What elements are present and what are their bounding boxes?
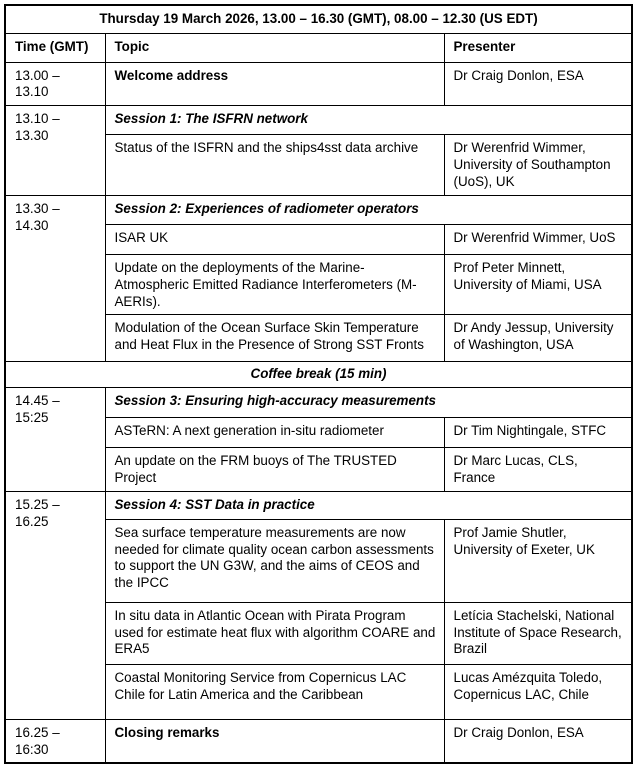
welcome-time-cell: 13.00 – 13.10	[5, 62, 105, 106]
session4-title-cell: Session 4: SST Data in practice	[105, 491, 632, 519]
topic-cell: ASTeRN: A next generation in-situ radiometer	[105, 418, 444, 448]
presenter-cell: Dr Marc Lucas, CLS, France	[444, 448, 632, 492]
session3-title-row	[5, 388, 632, 418]
topic-cell: In situ data in Atlantic Ocean with Pirata Program used for estimate heat flux with algorithm COARE and ERA5	[105, 602, 444, 664]
session4-title-row	[5, 491, 632, 519]
session1-title-row	[5, 106, 632, 135]
welcome-row	[5, 62, 632, 106]
welcome-presenter-cell: Dr Craig Donlon, ESA	[444, 62, 632, 106]
column-header-row	[5, 33, 632, 62]
presenter-cell: Prof Jamie Shutler, University of Exeter, UK	[444, 519, 632, 602]
col-header-topic: Topic	[105, 33, 444, 62]
topic-cell: An update on the FRM buoys of The TRUSTED Project	[105, 448, 444, 492]
coffee-break-row	[5, 362, 632, 388]
topic-cell: ISAR UK	[105, 225, 444, 255]
closing-row	[5, 719, 632, 763]
coffee-break-cell: Coffee break (15 min)	[5, 362, 632, 388]
session4-time-cell: 15.25 – 16.25	[5, 491, 105, 719]
topic-cell: Modulation of the Ocean Surface Skin Temperature and Heat Flux in the Presence of Strong SST Fronts	[105, 315, 444, 362]
closing-topic-cell: Closing remarks	[105, 719, 444, 763]
agenda-table	[4, 4, 633, 764]
agenda-title: Thursday 19 March 2026, 13.00 – 16.30 (GMT), 08.00 – 12.30 (US EDT)	[5, 5, 632, 33]
presenter-cell: Dr Werenfrid Wimmer, University of Southampton (UoS), UK	[444, 135, 632, 196]
session1-time-cell: 13.10 – 13.30	[5, 106, 105, 196]
col-header-time: Time (GMT)	[5, 33, 105, 62]
closing-time-cell: 16.25 – 16:30	[5, 719, 105, 763]
topic-cell: Coastal Monitoring Service from Copernicus LAC Chile for Latin America and the Caribbean	[105, 664, 444, 719]
closing-presenter-cell: Dr Craig Donlon, ESA	[444, 719, 632, 763]
agenda-header-row	[5, 5, 632, 33]
session2-time-cell: 13.30 – 14.30	[5, 196, 105, 362]
topic-cell: Update on the deployments of the Marine-Atmospheric Emitted Radiance Interferometers (M-AERIs).	[105, 255, 444, 315]
topic-cell: Sea surface temperature measurements are now needed for climate quality ocean carbon assessments to support the UN G3W, and the aims of CEOS and the IPCC	[105, 519, 444, 602]
session1-title-cell: Session 1: The ISFRN network	[105, 106, 632, 135]
session2-title-cell: Session 2: Experiences of radiometer operators	[105, 196, 632, 225]
presenter-cell: Prof Peter Minnett, University of Miami, USA	[444, 255, 632, 315]
presenter-cell: Lucas Amézquita Toledo, Copernicus LAC, Chile	[444, 664, 632, 719]
topic-cell: Status of the ISFRN and the ships4sst data archive	[105, 135, 444, 196]
presenter-cell: Dr Werenfrid Wimmer, UoS	[444, 225, 632, 255]
session2-title-row	[5, 196, 632, 225]
session3-time-cell: 14.45 – 15:25	[5, 388, 105, 492]
col-header-presenter: Presenter	[444, 33, 632, 62]
presenter-cell: Dr Tim Nightingale, STFC	[444, 418, 632, 448]
presenter-cell: Dr Andy Jessup, University of Washington, USA	[444, 315, 632, 362]
session3-title-cell: Session 3: Ensuring high-accuracy measurements	[105, 388, 632, 418]
welcome-topic-cell: Welcome address	[105, 62, 444, 106]
presenter-cell: Letícia Stachelski, National Institute of Space Research, Brazil	[444, 602, 632, 664]
